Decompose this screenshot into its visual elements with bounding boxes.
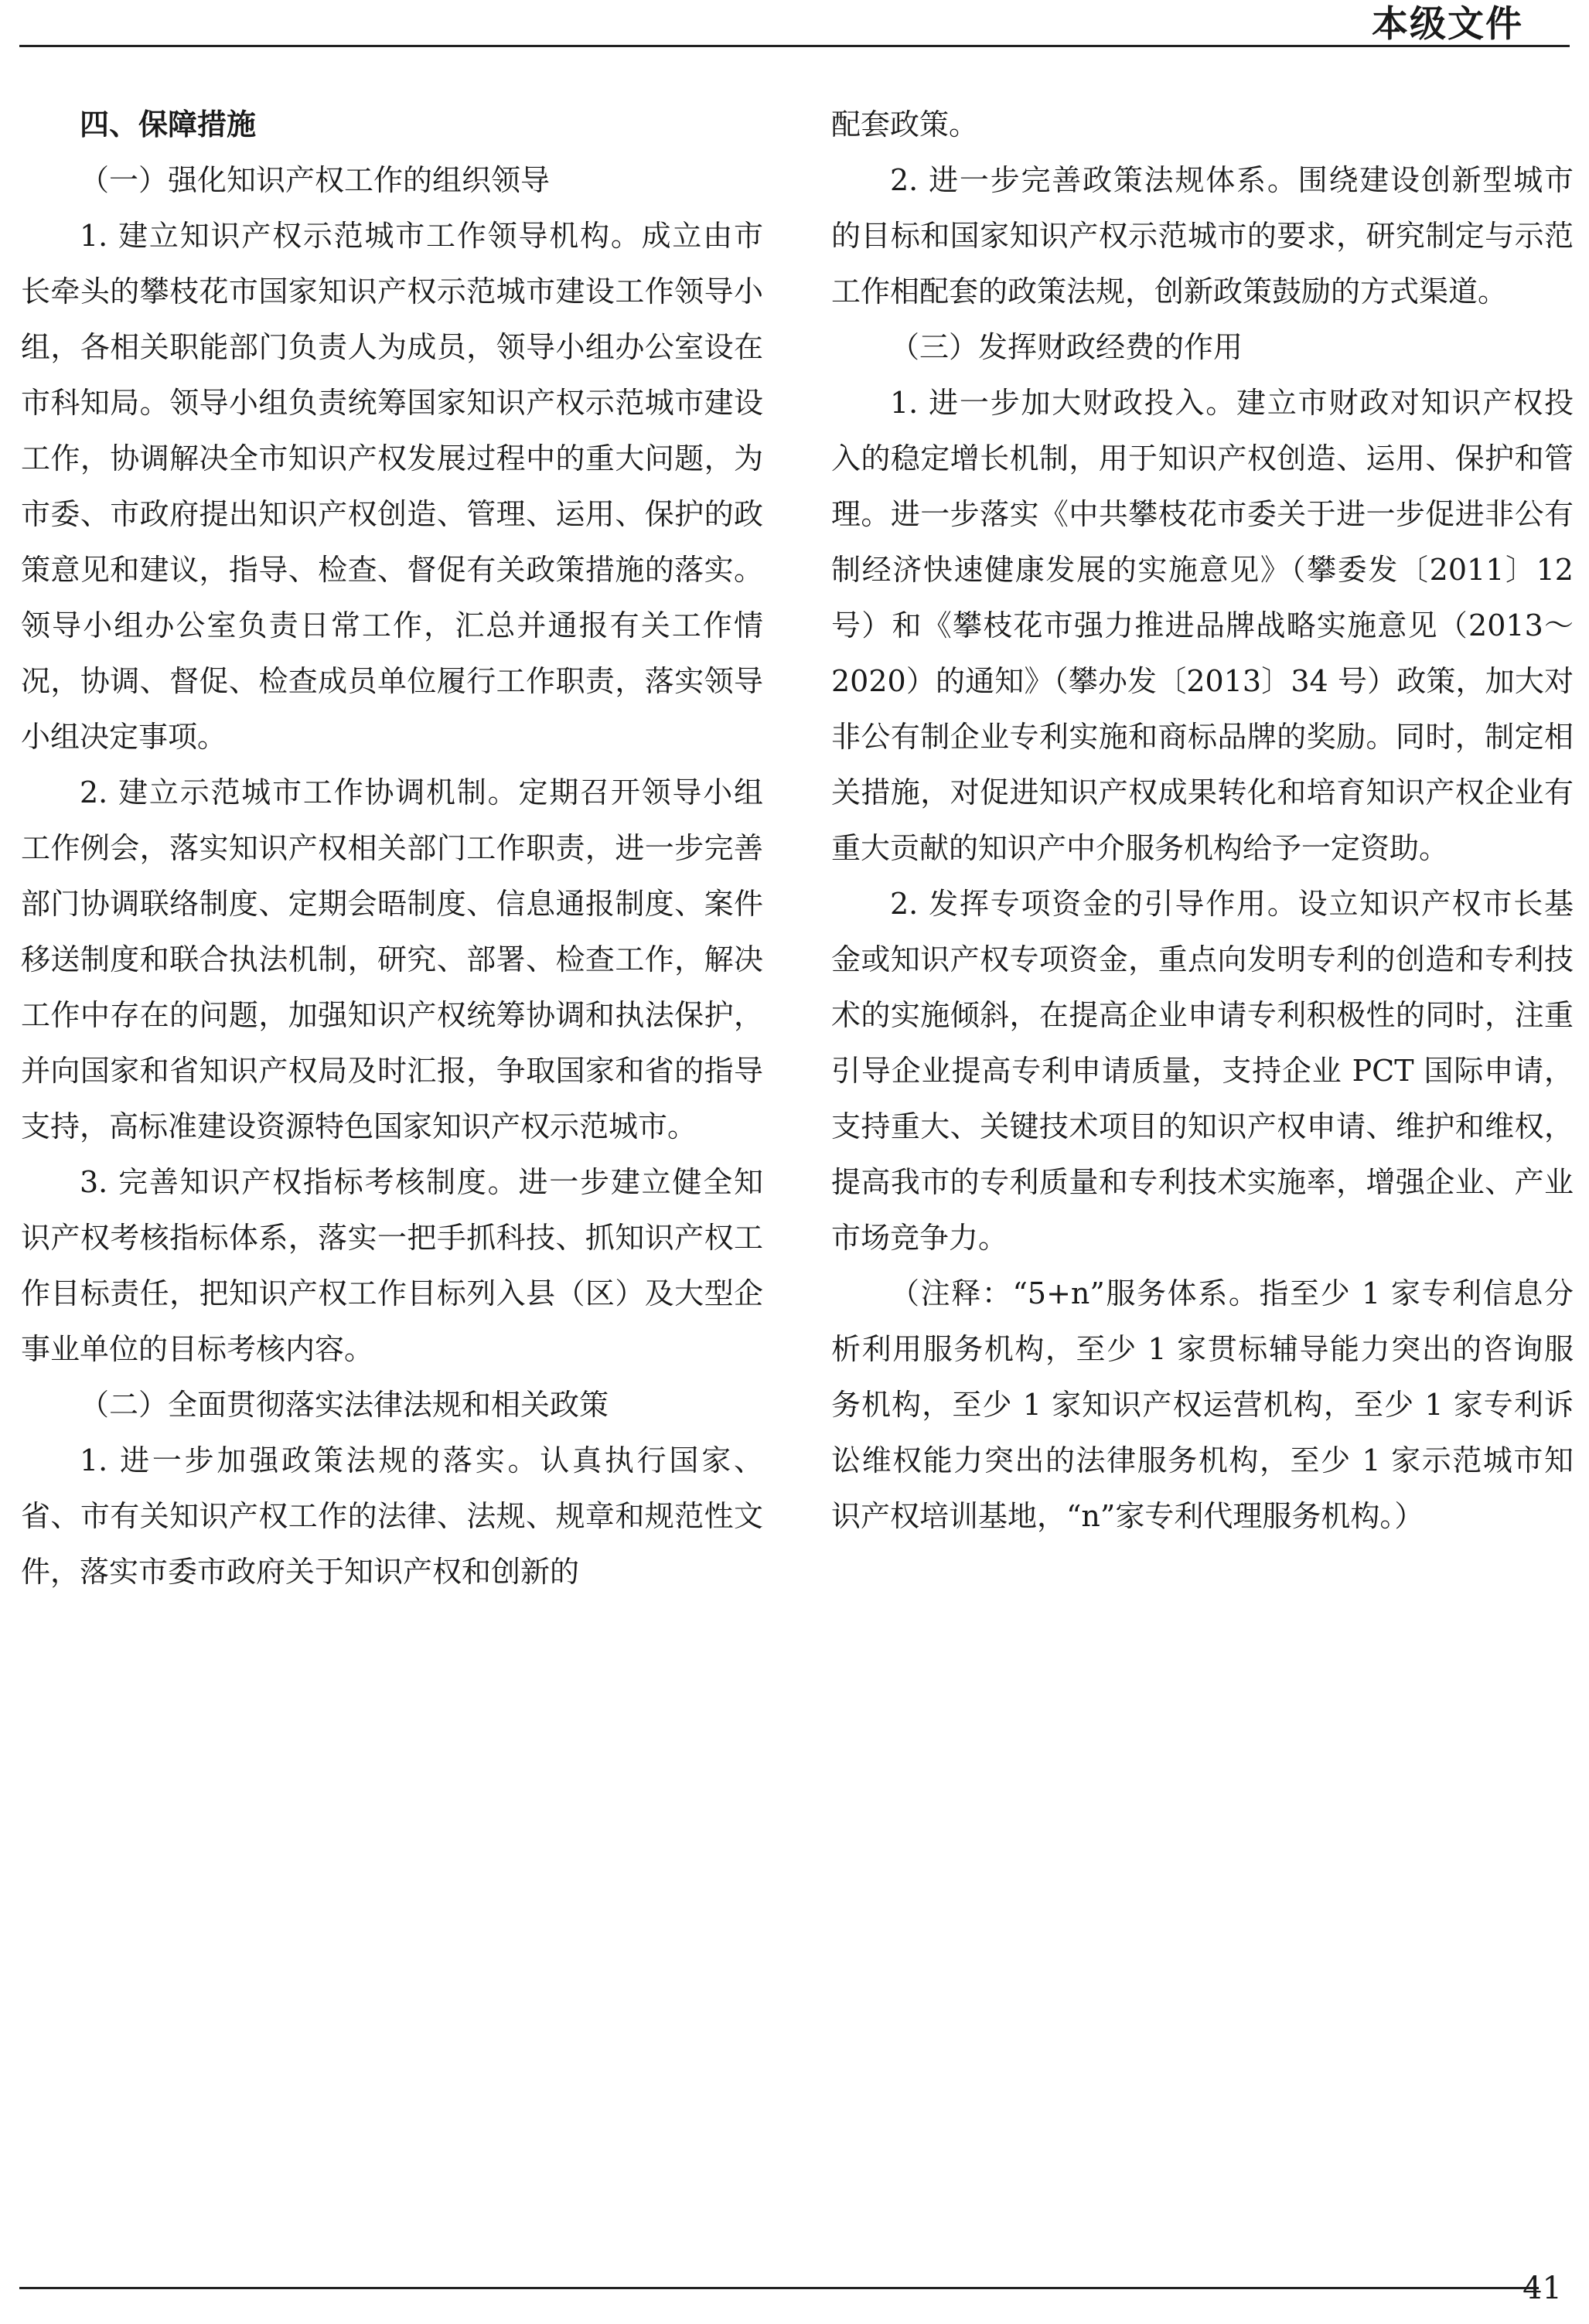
subsection-heading-3: （三）发挥财政经费的作用 — [890, 330, 1243, 364]
section-heading: 四、保障措施 — [80, 107, 257, 141]
paragraph-policy-implementation: 1. 进一步加强政策法规的落实。认真执行国家、省、市有关知识产权工作的法律、法规、规章和规范性文件，落实市委市政府关于知识产权和创新的 — [21, 1443, 763, 1589]
paragraph-continuation: 配套政策。 — [831, 107, 979, 141]
footer-divider — [19, 2287, 1539, 2289]
subsection-heading-1: （一）强化知识产权工作的组织领导 — [80, 163, 551, 197]
left-column — [21, 97, 763, 1600]
paragraph-policy-system: 2. 进一步完善政策法规体系。围绕建设创新型城市的目标和国家知识产权示范城市的要求，研究制定与示范工作相配套的政策法规，创新政策鼓励的方式渠道。 — [831, 163, 1574, 308]
paragraph-annotation-note: （注释：“5+n”服务体系。指至少 1 家专利信息分析利用服务机构，至少 1 家贯标辅导能力突出的咨询服务机构，至少 1 家知识产权运营机构，至少 1 家专利诉讼维权能力突出的法律服务机构，至少 1 家示范城市知识产权培训基地，“n”家专利代理服务机构。） — [831, 1276, 1574, 1533]
paragraph-coordination-mechanism: 2. 建立示范城市工作协调机制。定期召开领导小组工作例会，落实知识产权相关部门工作职责，进一步完善部门协调联络制度、定期会晤制度、信息通报制度、案件移送制度和联合执法机制，研究、部署、检查工作，解决工作中存在的问题，加强知识产权统筹协调和执法保护，并向国家和省知识产权局及时汇报，争取国家和省的指导支持，高标准建设资源特色国家知识产权示范城市。 — [21, 775, 763, 1143]
paragraph-leadership-body: 1. 建立知识产权示范城市工作领导机构。成立由市长牵头的攀枝花市国家知识产权示范城市建设工作领导小组，各相关职能部门负责人为成员，领导小组办公室设在市科知局。领导小组负责统筹国家知识产权示范城市建设工作，协调解决全市知识产权发展过程中的重大问题，为市委、市政府提出知识产权创造、管理、运用、保护的政策意见和建议，指导、检查、督促有关政策措施的落实。领导小组办公室负责日常工作，汇总并通报有关工作情况，协调、督促、检查成员单位履行工作职责，落实领导小组决定事项。 — [21, 219, 763, 754]
header-divider — [19, 45, 1570, 47]
page-number: 41 — [1523, 2271, 1562, 2306]
paragraph-special-funds: 2. 发挥专项资金的引导作用。设立知识产权市长基金或知识产权专项资金，重点向发明专利的创造和专利技术的实施倾斜，在提高企业申请专利积极性的同时，注重引导企业提高专利申请质量，支持企业 PCT 国际申请，支持重大、关键技术项目的知识产权申请、维护和维权，提高我市的专利质量和专利技术实施率，增强企业、产业市场竞争力。 — [831, 887, 1574, 1255]
paragraph-assessment-system: 3. 完善知识产权指标考核制度。进一步建立健全知识产权考核指标体系，落实一把手抓科技、抓知识产权工作目标责任，把知识产权工作目标列入县（区）及大型企事业单位的目标考核内容。 — [21, 1165, 763, 1366]
right-column — [831, 97, 1574, 1544]
subsection-heading-2: （二）全面贯彻落实法律法规和相关政策 — [80, 1388, 609, 1422]
running-head-section-label: 本级文件 — [1372, 3, 1523, 46]
paragraph-fiscal-investment: 1. 进一步加大财政投入。建立市财政对知识产权投入的稳定增长机制，用于知识产权创造、运用、保护和管理。进一步落实《中共攀枝花市委关于进一步促进非公有制经济快速健康发展的实施意见》（攀委发〔2011〕12 号）和《攀枝花市强力推进品牌战略实施意见（2013～2020）的通知》（攀办发〔2013〕34 号）政策，加大对非公有制企业专利实施和商标品牌的奖励。同时，制定相关措施，对促进知识产权成果转化和培育知识产权企业有重大贡献的知识产中介服务机构给予一定资助。 — [831, 386, 1574, 865]
